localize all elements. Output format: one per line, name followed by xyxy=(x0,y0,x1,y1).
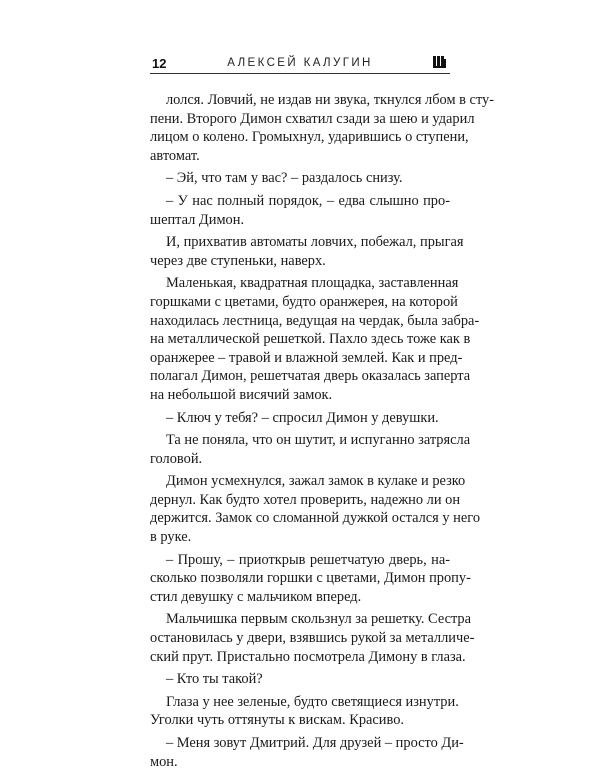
paragraph xyxy=(150,91,495,165)
text-line: И, прихватив автоматы ловчих, побежал, прыгая xyxy=(166,234,464,251)
text-line: через две ступеньки, наверх. xyxy=(150,252,326,269)
text-line: горшками с цветами, будто оранжерея, на которой xyxy=(150,293,458,310)
paragraph xyxy=(150,670,450,689)
text-line: держится. Замок со сломанной дужкой остался у него xyxy=(150,510,481,527)
text-line: – У нас полный порядок, – едва слышно про- xyxy=(166,192,450,209)
text-line: находилась лестница, ведущая на чердак, была забра- xyxy=(150,312,480,329)
text-line: Глаза у нее зеленые, будто светящиеся изнутри. xyxy=(166,693,459,710)
text-line: автомат. xyxy=(150,147,200,164)
text-line: пени. Второго Димон схватил сзади за шею и ударил xyxy=(150,110,475,127)
running-head-author: АЛЕКСЕЙ КАЛУГИН xyxy=(227,57,373,69)
text-line: мон. xyxy=(150,753,178,770)
text-line: лолся. Ловчий, не издав ни звука, ткнулся лбом в сту- xyxy=(166,92,495,108)
text-line: головой. xyxy=(150,450,203,467)
text-line: на металлической решеткой. Пахло здесь тоже как в xyxy=(150,331,471,348)
paragraph xyxy=(150,610,475,666)
text-line: – Ключ у тебя? – спросил Димон у девушки. xyxy=(166,409,439,426)
text-line: на небольшой висячий замок. xyxy=(150,386,333,403)
paragraph xyxy=(150,274,480,404)
text-line: полагал Димон, решетчатая дверь оказалась заперта xyxy=(150,368,471,385)
text-line: в руке. xyxy=(150,529,192,546)
text-line: Мальчишка первым скользнул за решетку. Сестра xyxy=(166,611,472,628)
paragraph xyxy=(150,233,464,270)
paragraph xyxy=(150,693,459,730)
text-line: Уголки чуть оттянуты к вискам. Красиво. xyxy=(150,712,404,729)
text-line: шептал Димон. xyxy=(150,211,245,228)
text-line: Маленькая, квадратная площадка, заставленная xyxy=(166,275,459,292)
text-line: остановилась у двери, взявшись рукой за металличе- xyxy=(150,630,475,647)
text-line: – Меня зовут Дмитрий. Для друзей – просто Ди- xyxy=(166,735,464,751)
text-line: – Эй, что там у вас? – раздалось снизу. xyxy=(166,170,403,187)
paragraph xyxy=(150,192,450,229)
body-text xyxy=(150,91,495,771)
text-line: дернул. Как будто хотел проверить, надежно ли он xyxy=(150,491,461,508)
paragraph xyxy=(150,431,471,468)
text-line: – Прошу, – приоткрыв решетчатую дверь, на- xyxy=(166,551,450,568)
text-line: – Кто ты такой? xyxy=(166,671,263,688)
paragraph xyxy=(150,734,464,771)
text-line: оранжерее – травой и влажной землей. Как и пред- xyxy=(150,349,463,366)
publisher-logo-icon xyxy=(433,55,447,69)
page-number: 12 xyxy=(152,56,167,71)
text-line: Димон усмехнулся, зажал замок в кулаке и резко xyxy=(166,473,466,490)
paragraph xyxy=(150,169,450,188)
paragraph xyxy=(150,409,450,428)
paragraph xyxy=(150,551,471,607)
paragraph xyxy=(150,472,481,546)
text-line: стил девушку с мальчиком вперед. xyxy=(150,588,362,605)
header-rule xyxy=(150,73,450,74)
text-line: Та не поняла, что он шутит, и испуганно затрясла xyxy=(166,432,471,449)
text-line: ский прут. Пристально посмотрела Димону в глаза. xyxy=(150,648,466,665)
text-line: лицом о колено. Громыхнул, ударившись о ступени, xyxy=(150,129,469,146)
text-line: сколько позволяли горшки с цветами, Димон пропу- xyxy=(150,570,471,587)
